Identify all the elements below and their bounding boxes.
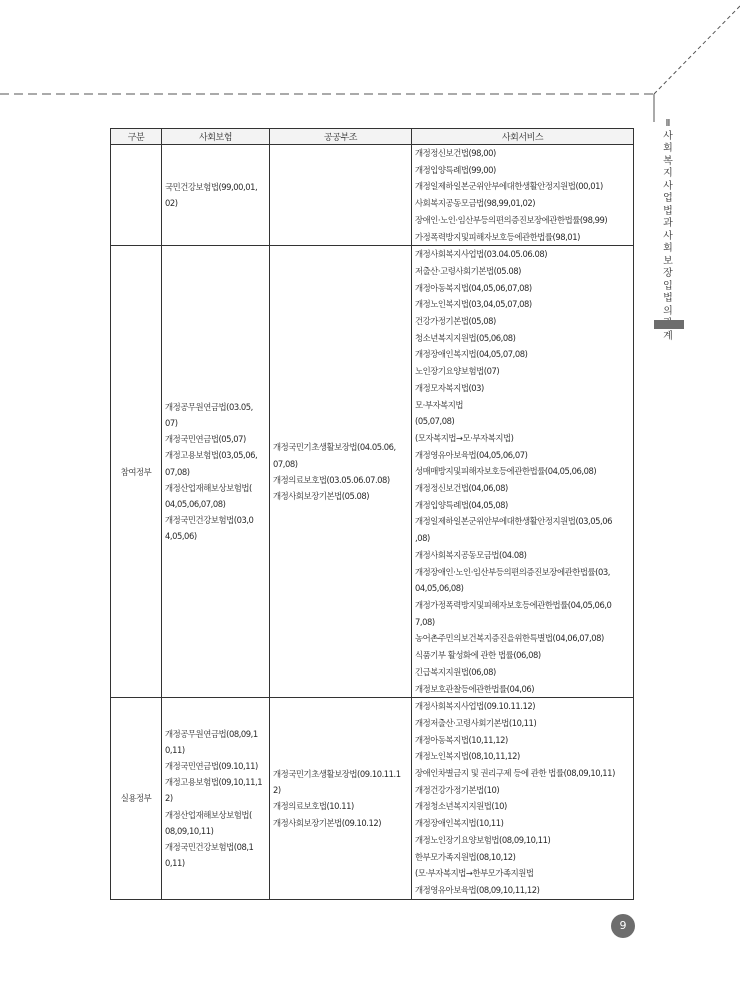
cell-social-services	[412, 698, 634, 899]
law-entry: 개정영유아보육법(04,05,06,07)	[415, 449, 528, 460]
law-entry: 노인장기요양보험법(07)	[415, 366, 500, 377]
law-entry: 개정아동복지법(10,11,12)	[415, 734, 508, 745]
law-entry: 개정국민기초생활보장법(04.05.06,	[273, 442, 396, 453]
law-entry: 개정국민연금법(05,07)	[165, 434, 246, 445]
law-entry: 개정장애인복지법(04,05,07,08)	[415, 349, 528, 360]
law-entry: 개정아동복지법(04,05,06,07,08)	[415, 282, 532, 293]
law-entry: 개정영유아보육법(08,09,10,11,12)	[415, 884, 540, 895]
law-entry: 04,05,06,07,08)	[165, 499, 226, 510]
law-entry: 0,11)	[165, 858, 185, 869]
law-entry: 02)	[165, 198, 178, 209]
law-entry: 04,05,06,08)	[415, 583, 464, 594]
chapter-side-label: Ⅱ 사회복지사업법과 사회보장입법의 계	[663, 118, 673, 342]
law-entry: 개정의료보호법(10.11)	[273, 801, 354, 812]
law-entry: 개정고용보험법(03,05,06,	[165, 450, 258, 461]
law-entry: 07,08)	[273, 458, 298, 469]
law-entry: (05,07,08)	[415, 416, 455, 427]
law-entry: 개정노인장기요양보험법(08,09,10,11)	[415, 834, 551, 845]
row-participatory-government	[111, 246, 634, 698]
law-entry: 장애인차별금지 및 권리구제 등에 관한 법률(08,09,10,11)	[415, 768, 615, 779]
cell-gubun: 참여정부	[111, 246, 162, 698]
law-entry: 개정노인복지법(08,10,11,12)	[415, 751, 520, 762]
law-entry: 개정일제하일본군위안부에대한생활안정지원법(03,05,06	[415, 516, 612, 527]
law-entry: 개정국민건강보험법(08,1	[165, 841, 254, 852]
law-entry: 개정국민기초생활보장법(09.10.11.1	[273, 769, 401, 780]
cell-social-services	[412, 246, 634, 698]
law-entry: 개정고용보험법(09,10,11,1	[165, 777, 263, 788]
cell-public-assistance	[270, 246, 412, 698]
law-entry: ,08)	[415, 533, 430, 544]
law-entry: 개정장애인복지법(10,11)	[415, 818, 504, 829]
law-entry: 개정노인복지법(03,04,05,07,08)	[415, 299, 532, 310]
law-entry: 개정산업재해보상보험법(	[165, 482, 252, 493]
law-entry: 성매매방지및피해자보호등에관한법률(04,05,06,08)	[415, 466, 597, 477]
header-social-services: 사회서비스	[412, 129, 634, 145]
law-entry: 2)	[165, 793, 173, 804]
law-entry: 건강가정기본법(05,08)	[415, 316, 496, 327]
row-practical-government	[111, 698, 634, 899]
cell-social-services	[412, 145, 634, 246]
law-entry: 개정사회복지공동모금법(04.08)	[415, 549, 527, 560]
law-entry: 개정공무원연금법(08,09,1	[165, 728, 258, 739]
cell-social-insurance	[162, 698, 270, 899]
law-entry: 07)	[165, 418, 178, 428]
row-previous-government	[111, 145, 634, 246]
cell-public-assistance	[270, 698, 412, 899]
cell-gubun	[111, 145, 162, 246]
chapter-marker-bar	[654, 320, 684, 329]
law-entry: 개정사회보장기본법(09.10.12)	[273, 817, 382, 828]
law-entry: 개정입양특례법(04,05,08)	[415, 499, 508, 510]
law-entry: 한부모가족지원법(08,10,12)	[415, 851, 516, 862]
law-entry: 개정장애인·노인·임산부등의편의증진보장에관한법률(03,	[415, 566, 610, 577]
law-entry: 개정사회보장기본법(05.08)	[273, 490, 370, 501]
law-entry: 개정일제하일본군위안부에대한생활안정지원법(00,01)	[415, 181, 603, 192]
law-entry: 사회복지공동모금법(98,99,01,02)	[415, 198, 536, 209]
law-entry: 농어촌주민의보건복지증진을위한특별법(04,06,07,08)	[415, 633, 604, 644]
law-entry: 2)	[273, 785, 281, 796]
table-header-row	[111, 129, 634, 145]
law-entry: 08,09,10,11)	[165, 825, 214, 836]
law-entry: 4,05,06)	[165, 531, 197, 542]
law-entry: 개정국민연금법(09.10,11)	[165, 760, 258, 771]
cell-social-insurance	[162, 246, 270, 698]
law-entry: 개정가정폭력방지및피해자보호등에관한법률(04,05,06,0	[415, 599, 612, 610]
law-entry: 개정입양특례법(99,00)	[415, 164, 496, 175]
header-public-assistance: 공공부조	[270, 129, 412, 145]
law-entry: 개정정신보건법(98,00)	[415, 148, 496, 158]
page-number: 9	[611, 914, 635, 938]
law-entry: 청소년복지지원법(05,06,08)	[415, 332, 516, 343]
law-entry: 0,11)	[165, 744, 185, 755]
law-entry: 식품기부 활성화에 관한 법률(06,08)	[415, 650, 541, 661]
law-entry: (모·부자복지법→한부모가족지원법	[415, 868, 534, 879]
cell-public-assistance	[270, 145, 412, 246]
law-entry: 가정폭력방지및피해자보호등에관한법률(98,01)	[415, 231, 580, 242]
law-entry: 모·부자복지법	[415, 399, 464, 410]
law-entry: 7,08)	[415, 616, 435, 627]
law-entry: 개정보호관찰등에관한법률(04,06)	[415, 683, 535, 694]
law-entry: 07,08)	[165, 466, 190, 477]
law-entry: 개정공무원연금법(03.05,	[165, 401, 253, 412]
law-entry: 개정건강가정기본법(10)	[415, 784, 500, 795]
cell-social-insurance	[162, 145, 270, 246]
cell-gubun: 실용정부	[111, 698, 162, 899]
law-entry: 개정사회복지사업법(03.04.05.06.08)	[415, 249, 548, 260]
law-entry: (모자복지법→모·부자복지법)	[415, 432, 514, 443]
law-entry: 개정산업재해보상보험법(	[165, 809, 252, 820]
law-entry: 저출산·고령사회기본법(05.08)	[415, 265, 521, 276]
law-entry: 개정국민건강보험법(03,0	[165, 515, 254, 526]
law-entry: 개정사회복지사업법(09.10.11.12)	[415, 701, 536, 712]
legislation-table	[110, 128, 634, 900]
header-gubun: 구분	[111, 129, 162, 145]
law-entry: 장애인·노인·임산부등의편의증진보장에관한법률(98,99)	[415, 214, 608, 225]
law-entry: 국민건강보험법(99,00,01,	[165, 181, 258, 192]
law-entry: 개정모자복지법(03)	[415, 382, 484, 393]
law-entry: 개정정신보건법(04,06,08)	[415, 483, 508, 494]
law-entry: 긴급복지지원법(06,08)	[415, 666, 496, 677]
law-entry: 개정청소년복지지원법(10)	[415, 801, 507, 812]
law-entry: 개정의료보호법(03.05.06.07.08)	[273, 474, 390, 485]
law-entry: 개정저출산·고령사회기본법(10,11)	[415, 717, 537, 728]
header-social-insurance: 사회보험	[162, 129, 270, 145]
